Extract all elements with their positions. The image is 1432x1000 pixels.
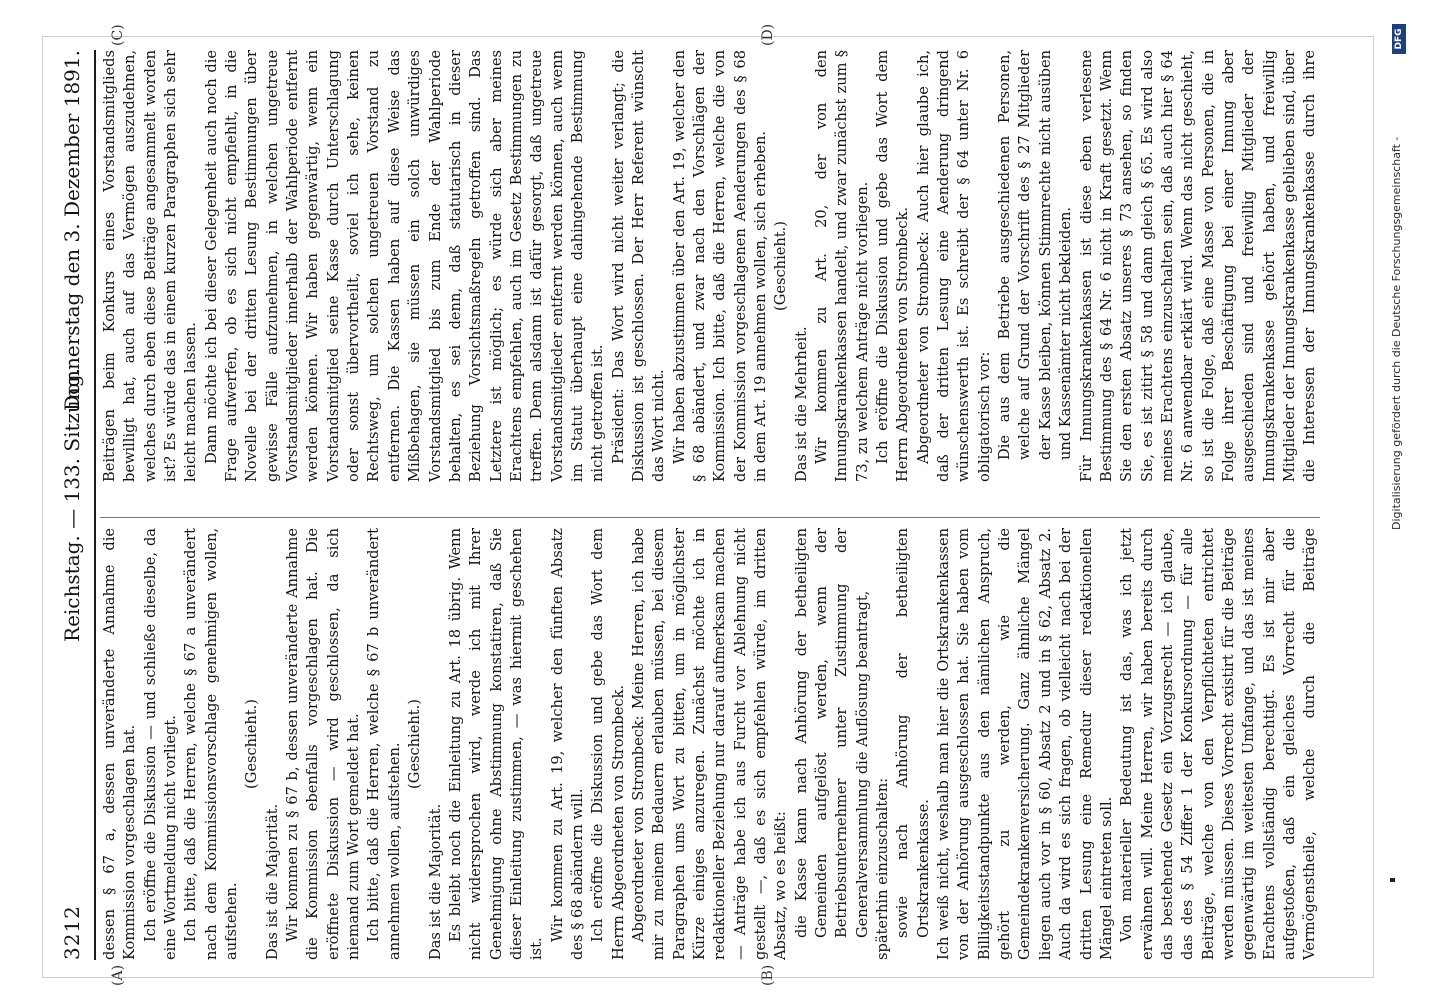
paragraph: Es bleibt noch die Einleitung zu Art. 18 übrig. Wenn nicht widersprochen wird, werde ich mit Ihrer Genehmigung ohne Abstimmung konstatiren, daß Sie dieser Einleitung zustimmen, — was hiermit geschehen ist. bbox=[446, 528, 546, 960]
paragraph: Das ist die Majorität. bbox=[426, 803, 444, 960]
left-column bbox=[100, 528, 1320, 960]
paragraph: Ich bitte, daß die Herren, welche § 67 a unverändert nach dem Kommissionsvorschlage genehmigen wollen, aufstehen. bbox=[182, 528, 241, 960]
president-paragraph: Präsident: Das Wort wird nicht weiter verlangt; die Diskussion ist geschlossen. Der Herr Referent wünscht das Wort nicht. bbox=[609, 50, 668, 482]
paragraph: Das ist die Majorität. bbox=[263, 803, 281, 960]
paragraph: Ich eröffne die Diskussion — und schließe dieselbe, da eine Wortmeldung nicht vorliegt. bbox=[141, 528, 180, 960]
stage-direction: (Geschieht.) bbox=[772, 221, 790, 311]
column-divider bbox=[100, 517, 1320, 518]
page-number: 3212 bbox=[60, 905, 84, 960]
paragraph: späterhin einzuschalten: bbox=[874, 777, 892, 960]
stage-direction: (Geschieht.) bbox=[243, 699, 261, 789]
stage-direction: (Geschieht.) bbox=[406, 699, 424, 789]
paragraph: Das ist die Mehrheit. bbox=[792, 326, 810, 482]
margin-mark-a: (A) bbox=[110, 964, 126, 986]
speaker-paragraph: Abgeordneter von Strombeck: Meine Herren, ich habe mir zu meinem Bedauern erlauben müssen, bei diesem Paragraphen ums Wort zu bitten, um in möglichster Kürze einiges anzuregen. Zunächst möchte ich in redaktioneller Beziehung nur darauf aufmerksam machen — Anträge habe ich aus Furcht vor Ablehnung nicht gestellt —, daß es sich empfehlen würde, im dritten Absatz, wo es heißt: bbox=[629, 528, 790, 960]
paragraph: Wir haben abzustimmen über den Art. 19, welcher den § 68 abändert, und zwar nach den Vorschlägen der Kommission. Ich bitte, daß die Herren, welche die von der Kommission vorgeschlagenen Aenderungen des § 68 in dem Art. 19 annehmen wollen, sich erheben. bbox=[670, 50, 769, 482]
paragraph: Ich eröffne die Diskussion und gebe das Wort dem Herrn Abgeordneten von Strombeck. bbox=[589, 528, 627, 960]
digitization-note: Digitalisierung gefördert durch die Deutsche Forschungsgemeinschaft - bbox=[1390, 136, 1403, 530]
paragraph: Für Innungskrankenkassen ist diese eben verlesene Bestimmung des § 64 Nr. 6 nicht in Kraft gesetzt. Wenn Sie den ersten Absatz unseres § 73 ansehen, so finden Sie, es ist zitirt § 58 und dann gleich § 65. Es wird also meines Erachtens einzuschalten sein, daß auch hier § 64 Nr. 6 anwendbar erklärt wird. Wenn das nicht geschieht, so ist die Folge, daß eine Masse von Personen, die in Folge ihrer Beschäftigung bei einer Innung aber ausgeschieden sind und freiwillig Mitglieder der Innungskrankenkasse gehört haben, und freiwillig Mitglieder der Innungskrankenkasse geblieben sind, über die Interessen der Innungskrankenkasse durch ihre bbox=[1077, 50, 1319, 482]
header-rule bbox=[94, 50, 96, 960]
running-title: Reichstag. — 133. Sitzung. bbox=[60, 368, 84, 642]
margin-mark-b: (B) bbox=[760, 964, 776, 986]
scan-speck bbox=[1390, 878, 1395, 882]
paragraph: Ich eröffne die Diskussion und gebe das Wort dem Herrn Abgeordneten von Strombeck. bbox=[874, 50, 912, 482]
session-date: Donnerstag den 3. Dezember 1891. bbox=[60, 50, 84, 411]
margin-mark-c: (C) bbox=[110, 24, 126, 46]
right-column bbox=[100, 50, 1320, 482]
quoted-text: sowie nach Anhörung der betheiligten Ortskrankenkasse. bbox=[894, 528, 932, 938]
paragraph: Dann möchte ich bei dieser Gelegenheit auch noch die Frage aufwerfen, ob es sich nicht empfiehlt, in die Novelle bei der dritten Lesung Bestimmungen über gewisse Fälle aufzunehmen, in welchen ungetreue Vorstandsmitglieder innerhalb der Wahlperiode entfernt werden können. Wir haben gegenwärtig, wenn ein Vorstandsmitglied seine Kasse durch Unterschlagung oder sonst übervortheilt, soviel ich sehe, keinen Rechtsweg, um solchen ungetreuen Vorstand zu entfernen. Die Kassen haben auf diese Weise das Mißbehagen, sie müssen ein solch unwürdiges Vorstandsmitglied bis zum Ende der Wahlperiode behalten, es sei denn, daß statutarisch in dieser Beziehung Vorsichtsmaßregeln getroffen sind. Das Letztere ist möglich; es würde sich aber meines Erachtens empfehlen, auch im Gesetz Bestimmungen zu treffen. Denn alsdann ist dafür gesorgt, daß ungetreue Vorstandsmitglieder entfernt werden können, auch wenn im Statut überhaupt eine dahingehende Bestimmung nicht getroffen ist. bbox=[202, 50, 607, 482]
page-header bbox=[48, 50, 98, 960]
quoted-text: Die aus dem Betriebe ausgeschiedenen Personen, welche auf Grund der Vorschrift des § 27 Mitglieder der Kasse bleiben, können Stimmrechte nicht ausüben und Kassenämter nicht bekleiden. bbox=[996, 50, 1075, 460]
paragraph: dessen § 67 a, dessen unveränderte Annahme die Kommission vorgeschlagen hat. bbox=[101, 528, 139, 960]
paragraph: Ich weiß nicht, weshalb man hier die Ortskrankenkassen von der Anhörung ausgeschlossen hat. Sie haben vom Billigkeitsstandpunkte aus den nämlichen Anspruch, gehört zu werden, wie die Gemeindekrankenversicherung. Ganz ähnliche Mängel liegen auch vor in § 60, Absatz 2 und in § 62, Absatz 2. Auch da wird es sich fragen, ob vielleicht nach bei der dritten Lesung eine Remedur dieser redaktionellen Mängel eintreten soll. bbox=[935, 528, 1115, 960]
paragraph: Von materieller Bedeutung ist das, was ich jetzt erwähnen will. Meine Herren, wir haben bereits durch das bestehende Gesetz ein Vorzugsrecht — ich glaube, das des § 54 Ziffer 1 der Konkursordnung — für alle Beiträge, welche von den Verpflichteten entrichtet werden müssen. Dieses Vorrecht existirt für die Beiträge gegenwärtig im weitesten Umfange, und das ist meines Erachtens vollständig berechtigt. Es ist mir aber aufgestoßen, daß ein gleiches Vorrecht für die Vermögenstheile, welche durch die Beiträge bbox=[1118, 528, 1319, 960]
quoted-text: die Kasse kann nach Anhörung der betheiligten Gemeinden aufgelöst werden, wenn der Betriebsunternehmer unter Zustimmung der Generalversammlung die Auflösung beantragt, bbox=[792, 528, 871, 938]
paragraph: Ich bitte, daß die Herren, welche § 67 b unverändert annehmen wollen, aufstehen. bbox=[365, 528, 403, 960]
paragraph: Beiträgen beim Konkurs eines Vorstandsmitglieds bewilligt hat, auch auf das Vermögen auszudehnen, welches durch eben diese Beiträge angesammelt worden ist? Es würde das in einem kurzen Paragraphen sich sehr leicht machen lassen. bbox=[101, 50, 200, 482]
paragraph: Wir kommen zu Art. 19, welcher den fünften Absatz des § 68 abändern will. bbox=[548, 528, 586, 960]
margin-mark-d: (D) bbox=[760, 23, 776, 46]
dfg-logo-icon: DFG bbox=[1392, 24, 1406, 54]
speaker-paragraph: Abgeordneter von Strombeck: Auch hier glaube ich, daß der dritten Lesung eine Aenderung dringend wünschenswerth ist. Es schreibt der § 64 unter Nr. 6 obligatorisch vor: bbox=[914, 50, 993, 482]
paragraph: Wir kommen zu Art. 20, der von den Innungskrankenkassen handelt, und zwar zunächst zum § 73, zu welchem Anträge nicht vorliegen. bbox=[813, 50, 871, 482]
paragraph: Wir kommen zu § 67 b, dessen unveränderte Annahme die Kommission ebenfalls vorgeschlagen hat. Die eröffnete Diskussion — wird geschlossen, da sich niemand zum Wort gemeldet hat. bbox=[284, 528, 363, 960]
